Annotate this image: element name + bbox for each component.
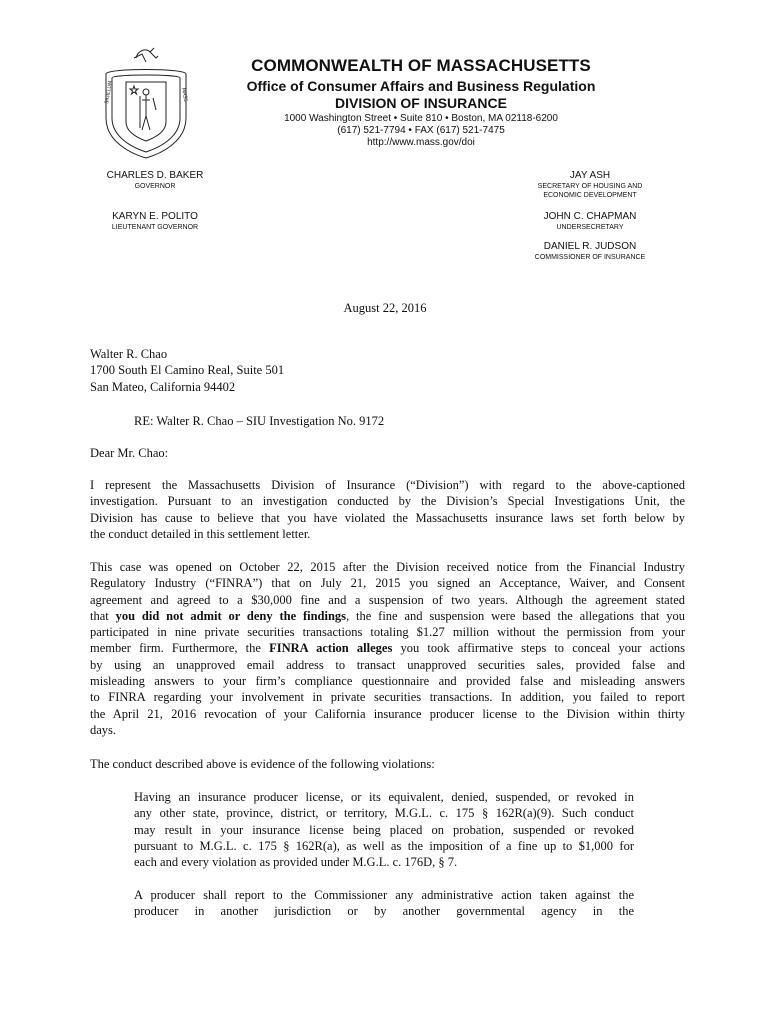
quote-line: pursuant to M.G.L. c. 175 § 162R(a), as well as the imposition of a fine up to $1,000 for [134,838,634,853]
salutation: Dear Mr. Chao: [90,446,169,460]
paragraph-line: Division has cause to believe that you have violated the Massachusetts insurance laws set forth below by [90,510,685,525]
paragraph-line [90,640,685,656]
official-undersecretary [515,211,665,232]
recipient-name: Walter R. Chao [90,347,168,361]
official-title: UNDERSECRETARY [556,224,624,231]
paragraph-case-details [90,559,685,738]
text-run: member firm. Furthermore, the [90,641,270,656]
paragraph-line [90,608,685,624]
division-heading: DIVISION OF INSURANCE [335,95,507,111]
paragraph-line: Regulatory Industry (“FINRA”) that on July 21, 2015 you signed an Acceptance, Waiver, and Consent [90,576,685,591]
official-title: GOVERNOR [134,183,176,190]
paragraph-line: to FINRA regarding your involvement in private securities transactions. In addition, you failed to report [90,690,685,705]
letter-date: August 22, 2016 [343,301,427,315]
paragraph-line: participated in nine private securities transactions totaling $1.27 million without the permission from your [90,625,685,640]
quote-line: Having an insurance producer license, or its equivalent, denied, suspended, or revoked in [134,790,634,804]
quote-line: any other state, province, district, or territory, M.G.L. c. 175 § 162R(a)(9). Such conduct [134,806,634,821]
official-name: DANIEL R. JUDSON [543,241,637,252]
quote-line: producer in another jurisdiction or by another governmental agency in the [134,904,634,919]
paragraph-line: the April 21, 2016 revocation of your California insurance producer license to the Division within thirty [90,706,685,721]
official-name: JAY ASH [569,170,611,181]
paragraph-line: investigation. Pursuant to an investigation conducted by the Division’s Special Investigations Unit, the [90,494,685,509]
paragraph-intro [90,477,685,542]
paragraph-line: misleading answers to your firm’s compliance questionnaire and provided false and misleading answers [90,674,685,689]
quote-line: A producer shall report to the Commissioner any administrative action taken against the [134,888,634,902]
paragraph-line: days. [90,722,117,737]
recipient-address [90,346,284,395]
quote-license-violation [134,789,634,870]
paragraph-line: This case was opened on October 22, 2015 after the Division received notice from the Financial Industry [90,560,685,574]
office-heading: Office of Consumer Affairs and Business Regulation [246,78,596,94]
quote-line: each and every violation as provided under M.G.L. c. 176D, § 7. [134,855,458,870]
svg-text:MASS: MASS [180,87,189,103]
official-title: COMMISSIONER OF INSURANCE [534,254,646,261]
official-secretary [515,170,665,200]
official-name: JOHN C. CHAPMAN [543,211,637,222]
official-governor [95,170,215,191]
office-website[interactable]: http://www.mass.gov/doi [367,137,475,148]
official-name: KARYN E. POLITO [112,211,198,222]
bold-text-run: you did not admit or deny the findings [115,608,347,623]
quote-reporting-requirement [134,887,634,920]
paragraph-line: agreement and agreed to a $30,000 fine and a suspension of two years. Although the agreement stated [90,592,685,607]
bold-text-run: FINRA action alleges [269,641,393,656]
official-name: CHARLES D. BAKER [106,170,204,181]
re-line: RE: Walter R. Chao – SIU Investigation No. 9172 [134,414,385,428]
office-phone: (617) 521-7794 • FAX (617) 521-7475 [337,125,505,136]
official-title: LIEUTENANT GOVERNOR [111,224,199,231]
paragraph-violations-intro: The conduct described above is evidence of the following violations: [90,757,435,771]
paragraph-line: I represent the Massachusetts Division of Insurance (“Division”) with regard to the above-captioned [90,478,685,492]
text-run: , the fine and suspension were based the allegations that you [346,608,686,623]
paragraph-line: the conduct detailed in this settlement letter. [90,526,311,541]
text-run: you took affirmative steps to conceal your actions [392,641,685,656]
commonwealth-heading: COMMONWEALTH OF MASSACHUSETTS [251,56,591,75]
official-commissioner [515,241,665,262]
svg-text:SIGILLUM: SIGILLUM [104,80,115,105]
official-lieutenant-governor [95,211,215,232]
paragraph-line: by using an unapproved email address to transact unapproved securities sales, provided false and [90,657,685,672]
recipient-city: San Mateo, California 94402 [90,379,236,394]
office-address: 1000 Washington Street • Suite 810 • Boston, MA 02118-6200 [284,113,558,124]
quote-line: may result in your insurance license being placed on probation, suspended or revoked [134,822,634,837]
official-title: ECONOMIC DEVELOPMENT [543,192,637,199]
text-run: that [90,608,116,623]
recipient-street: 1700 South El Camino Real, Suite 501 [90,363,285,378]
official-title: SECRETARY OF HOUSING AND [537,183,643,190]
